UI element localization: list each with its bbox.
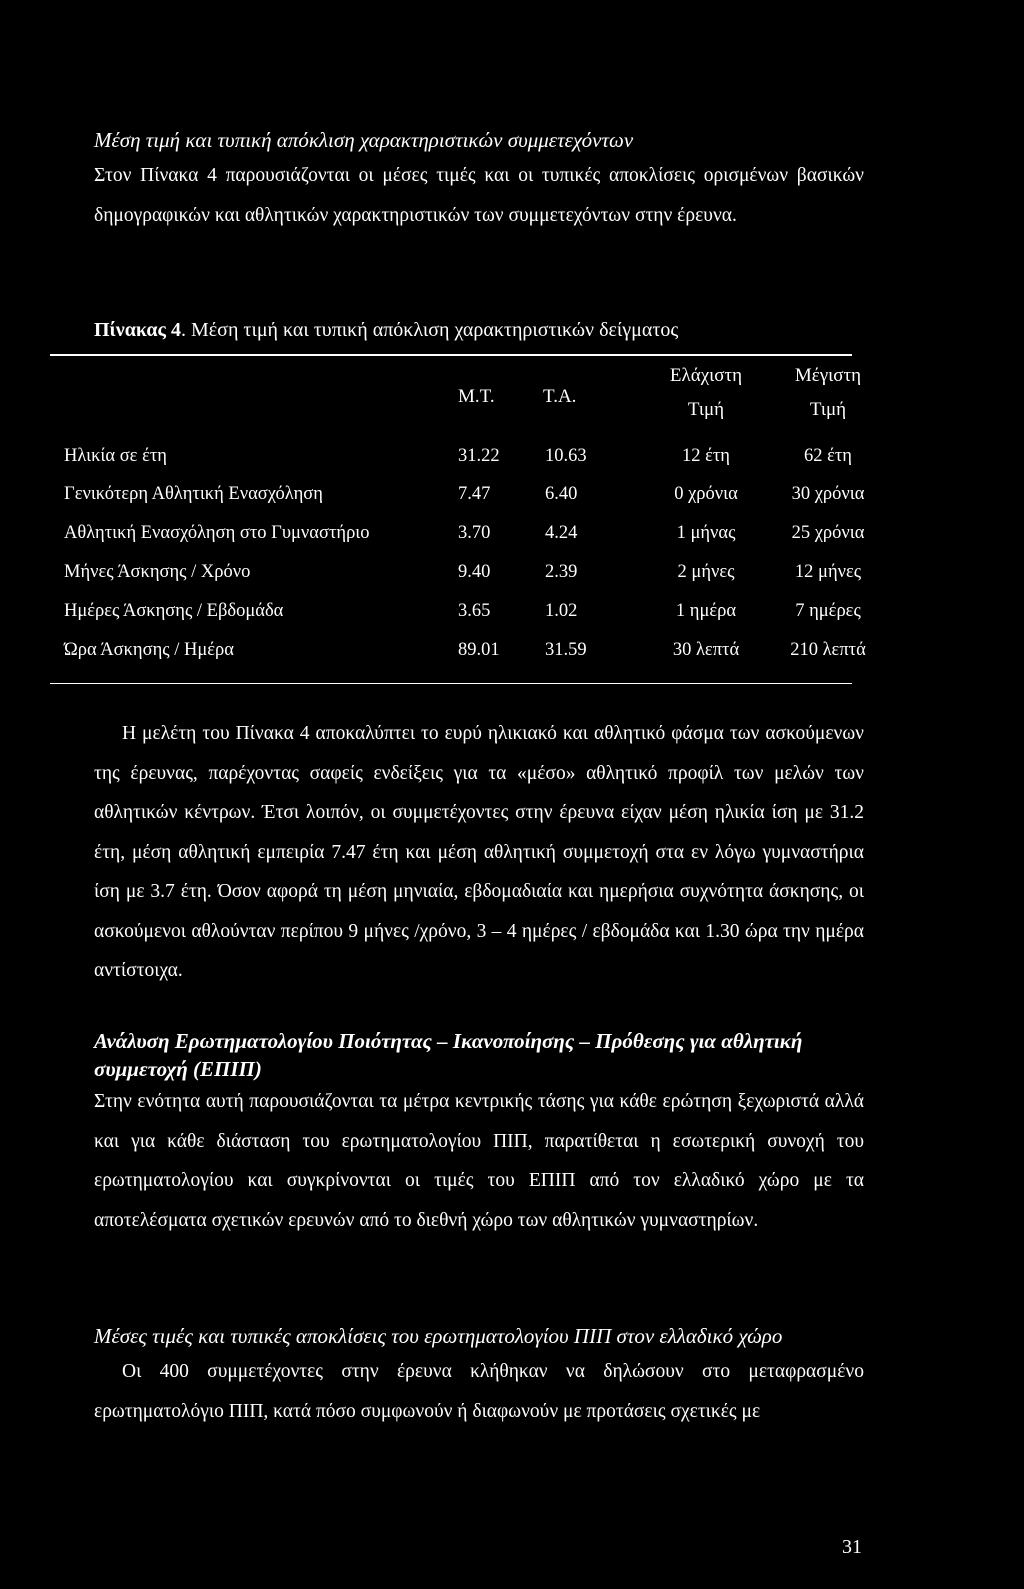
table-row [0,553,1024,591]
row-mean: 3.70 [458,523,491,543]
table-discussion-paragraph: Η μελέτη του Πίνακα 4 αποκαλύπτει το ευρύ ηλικιακό και αθλητικό φάσμα των ασκούμενων της έρευνας, παρέχοντας σαφείς ενδείξεις για τα «μέσο» αθλητικό προφίλ των μελών των αθλητικών κέντρων. Έτσι λοιπόν, οι συμμετέχοντες στην έρευνα είχαν μέση ηλικία ίση με 31.2 έτη, μέση αθλητική εμπειρία 7.47 έτη και μέση αθλητική συμμετοχή στα εν λόγω γυμναστήρια ίση με 3.7 έτη. Όσον αφορά τη μέση μηνιαία, εβδομαδιαία και ημερήσια συχνότητα άσκησης, οι ασκούμενοι αθλούνταν περίπου 9 μήνες /χρόνο, 3 – 4 ημέρες / εβδομάδα και 1.30 ώρα την ημέρα αντίστοιχα. [94,723,864,981]
row-sd: 2.39 [545,562,578,582]
row-sd: 6.40 [545,484,578,504]
row-max: 30 χρόνια [791,484,865,504]
section-heading-participant-stats: Μέση τιμή και τυπική απόκλιση χαρακτηριστικών συμμετεχόντων [94,128,634,152]
row-max: 12 μήνες [794,562,862,582]
row-min: 12 έτη [681,446,730,466]
section-heading-questionnaire-analysis: Ανάλυση Ερωτηματολογίου Ποιότητας – Ικανοποίησης – Πρόθεσης για αθλητική συμμετοχή (ΕΠΙΠ) [94,1029,803,1081]
row-label: Γενικότερη Αθλητική Ενασχόληση [64,484,323,504]
row-label: Μήνες Άσκησης / Χρόνο [64,562,251,582]
row-max: 210 λεπτά [790,640,866,660]
row-max: 62 έτη [803,446,852,466]
row-sd: 10.63 [545,446,587,466]
intro-paragraph: Στον Πίνακα 4 παρουσιάζονται οι μέσες τιμές και οι τυπικές αποκλίσεις ορισμένων βασικών δημογραφικών και αθλητικών χαρακτηριστικών των συμμετεχόντων στην έρευνα. [94,165,864,226]
header-min-line2: Τιμή [687,399,725,420]
row-mean: 7.47 [458,484,491,504]
row-label: Ώρα Άσκησης / Ημέρα [64,640,234,660]
header-min-line1: Ελάχιστη [669,365,743,386]
row-min: 1 ημέρα [675,601,737,621]
row-mean: 31.22 [458,446,500,466]
row-max: 7 ημέρες [795,601,861,621]
table-row [0,514,1024,552]
table-caption-label: Πίνακας 4 [94,319,181,341]
row-min: 1 μήνας [676,523,736,543]
questionnaire-analysis-paragraph: Στην ενότητα αυτή παρουσιάζονται τα μέτρα κεντρικής τάσης για κάθε ερώτηση ξεχωριστά αλλά και για κάθε διάσταση του ερωτηματολογίου ΠΙΠ, παρατίθεται η εσωτερική συνοχή του ερωτηματολογίου και συγκρίνονται οι τιμές του ΕΠΙΠ από τον ελλαδικό χώρο με τα αποτελέσματα σχετικών ερευνών από το διεθνή χώρο των αθλητικών γυμναστηρίων. [94,1091,864,1231]
header-sd: Τ.Α. [543,386,577,407]
section-heading-greek-means: Μέσες τιμές και τυπικές αποκλίσεις του ερωτηματολογίου ΠΙΠ στον ελλαδικό χώρο [94,1324,783,1348]
row-max: 25 χρόνια [791,523,865,543]
table-bottom-rule [50,683,852,684]
row-mean: 89.01 [458,640,500,660]
greek-means-paragraph: Οι 400 συμμετέχοντες στην έρευνα κλήθηκαν να δηλώσουν στο μεταφρασμένο ερωτηματολόγιο ΠΙΠ, κατά πόσο συμφωνούν ή διαφωνούν με προτάσεις σχετικές με [94,1361,864,1422]
row-mean: 9.40 [458,562,491,582]
header-max [748,359,908,427]
row-sd: 4.24 [545,523,578,543]
table-row [0,592,1024,630]
row-label: Ηλικία σε έτη [64,446,167,466]
table-row [0,631,1024,669]
header-mean: Μ.Τ. [458,386,495,407]
table-caption-text: . Μέση τιμή και τυπική απόκλιση χαρακτηριστικών δείγματος [180,319,679,341]
page-number: 31 [842,1536,862,1558]
header-max-line2: Τιμή [809,399,847,420]
row-sd: 31.59 [545,640,587,660]
row-mean: 3.65 [458,601,491,621]
row-label: Αθλητική Ενασχόληση στο Γυμναστήριο [64,523,370,543]
row-min: 30 λεπτά [672,640,740,660]
row-min: 2 μήνες [677,562,735,582]
row-min: 0 χρόνια [674,484,738,504]
row-label: Ημέρες Άσκησης / Εβδομάδα [64,601,284,621]
table-caption [94,316,678,344]
table-row [0,437,1024,475]
header-max-line1: Μέγιστη [794,365,862,386]
table-top-rule [50,354,852,356]
table-row [0,475,1024,513]
row-sd: 1.02 [545,601,578,621]
